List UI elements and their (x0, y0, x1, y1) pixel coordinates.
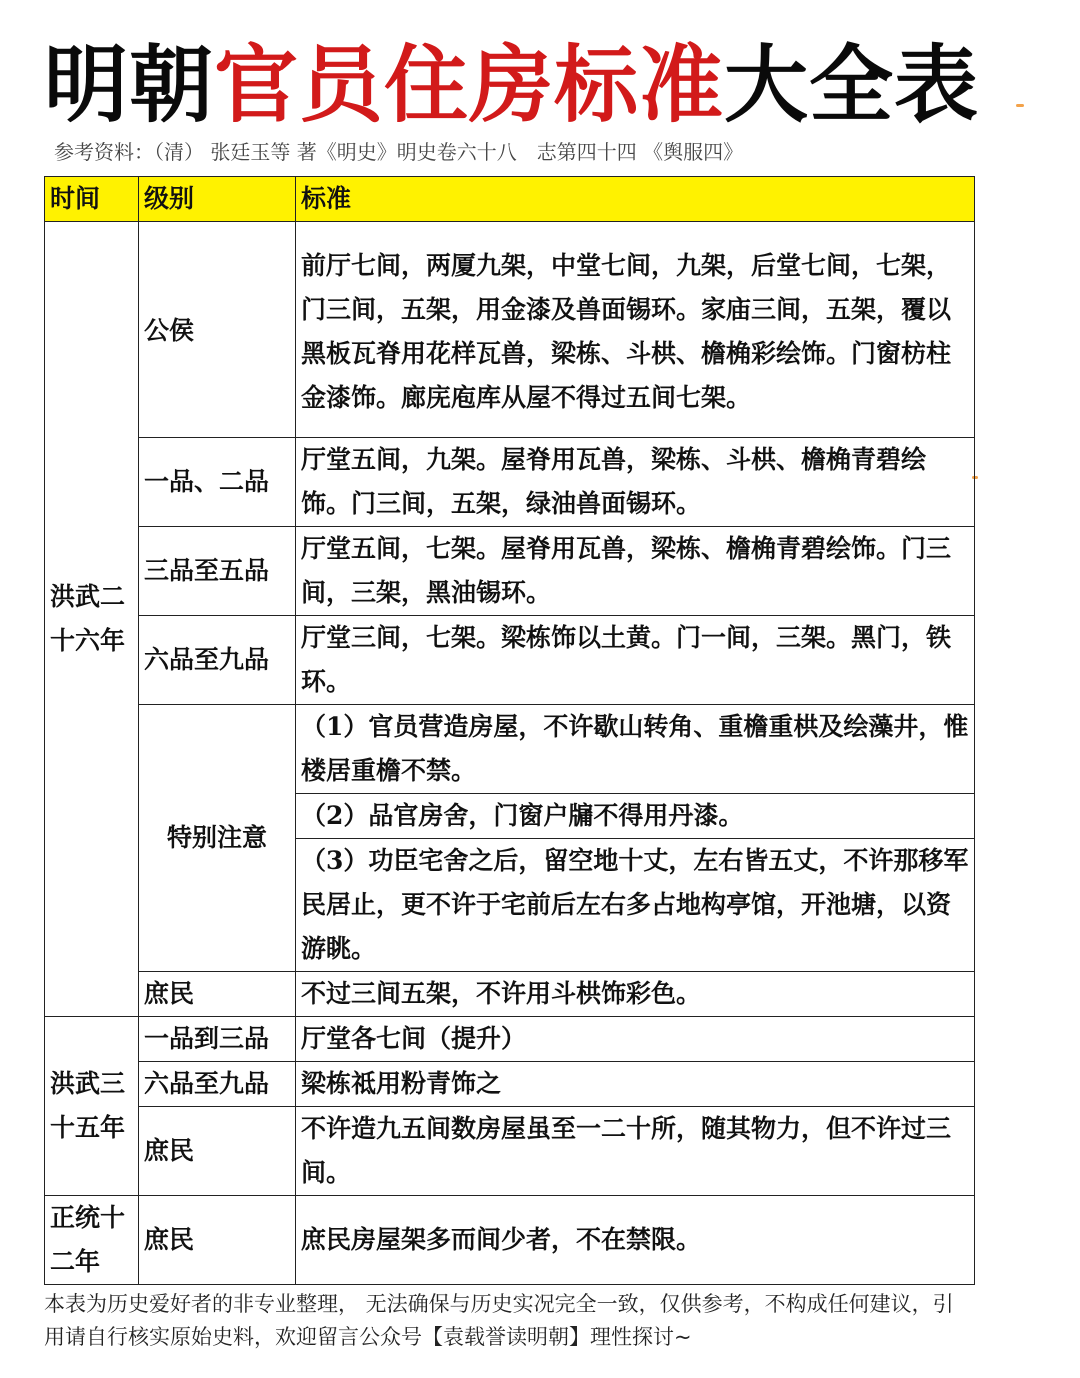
standard-cell: 不过三间五架，不许用斗栱饰彩色。 (296, 972, 975, 1017)
standard-cell: 厅堂五间，七架。屋脊用瓦兽，梁栋、檐桷青碧绘饰。门三间，三架，黑油锡环。 (296, 527, 975, 616)
title-part-3: 大全表 (724, 36, 980, 134)
rank-cell: 庶民 (139, 972, 296, 1017)
standard-cell: 梁栋祗用粉青饰之 (296, 1062, 975, 1107)
period-cell: 洪武二十六年 (45, 222, 139, 1017)
note-cell: （2）品官房舍，门窗户牖不得用丹漆。 (296, 794, 975, 839)
table-header-row (45, 177, 975, 222)
standard-cell: 不许造九五间数房屋虽至一二十所，随其物力，但不许过三间。 (296, 1107, 975, 1196)
rank-cell: 庶民 (139, 1107, 296, 1196)
rank-cell: 特别注意 (139, 705, 296, 972)
rank-cell: 六品至九品 (139, 1062, 296, 1107)
rank-cell: 一品、二品 (139, 438, 296, 527)
table-row (45, 527, 975, 616)
title-part-2: 官员住房标准 (214, 36, 725, 134)
rank-cell: 公侯 (139, 222, 296, 438)
note-cell: （1）官员营造房屋，不许歇山转角、重檐重栱及绘藻井，惟楼居重檐不禁。 (296, 705, 975, 794)
table-row (45, 438, 975, 527)
standard-cell: 厅堂五间，九架。屋脊用瓦兽，梁栋、斗栱、檐桷青碧绘饰。门三间，五架，绿油兽面锡环。 (296, 438, 975, 527)
housing-standards-table (44, 176, 975, 1285)
standard-cell: 厅堂各七间（提升） (296, 1017, 975, 1062)
table-row (45, 222, 975, 438)
rank-cell: 一品到三品 (139, 1017, 296, 1062)
title-part-1: 明朝 (44, 36, 215, 134)
table-row (45, 972, 975, 1017)
table-row (45, 1017, 975, 1062)
source-reference: 参考资料：（清） 张廷玉等 著《明史》明史卷六十八 志第四十四 《舆服四》 (54, 140, 744, 164)
page-title (44, 30, 1034, 140)
disclaimer-footer: 本表为历史爱好者的非专业整理， 无法确保与历史实况完全一致，仅供参考，不构成任何建议，引用请自行核实原始史料，欢迎留言公众号【袁载誉读明朝】理性探讨~ (44, 1292, 954, 1349)
header-rank: 级别 (139, 177, 296, 222)
table-row (45, 1107, 975, 1196)
table-row (45, 616, 975, 705)
note-cell: （3）功臣宅舍之后，留空地十丈，左右皆五丈，不许那移军民居止，更不许于宅前后左右多占地构亭馆，开池塘，以资游眺。 (296, 839, 975, 972)
rank-cell: 三品至五品 (139, 527, 296, 616)
standard-cell: 前厅七间，两厦九架，中堂七间，九架，后堂七间，七架，门三间，五架，用金漆及兽面锡环。家庙三间，五架，覆以黑板瓦脊用花样瓦兽，梁栋、斗栱、檐桷彩绘饰。门窗枋柱金漆饰。廊庑庖库从屋不得过五间七架。 (296, 222, 975, 438)
decoration-mark (1016, 104, 1024, 107)
standard-cell: 庶民房屋架多而间少者，不在禁限。 (296, 1196, 975, 1285)
header-period: 时间 (45, 177, 139, 222)
period-cell: 洪武三十五年 (45, 1017, 139, 1196)
table-row (45, 705, 975, 794)
standard-cell: 厅堂三间，七架。梁栋饰以土黄。门一间，三架。黑门，铁环。 (296, 616, 975, 705)
rank-cell: 庶民 (139, 1196, 296, 1285)
table-row (45, 1062, 975, 1107)
period-cell: 正统十二年 (45, 1196, 139, 1285)
table-row (45, 1196, 975, 1285)
header-standard: 标准 (296, 177, 975, 222)
rank-cell: 六品至九品 (139, 616, 296, 705)
